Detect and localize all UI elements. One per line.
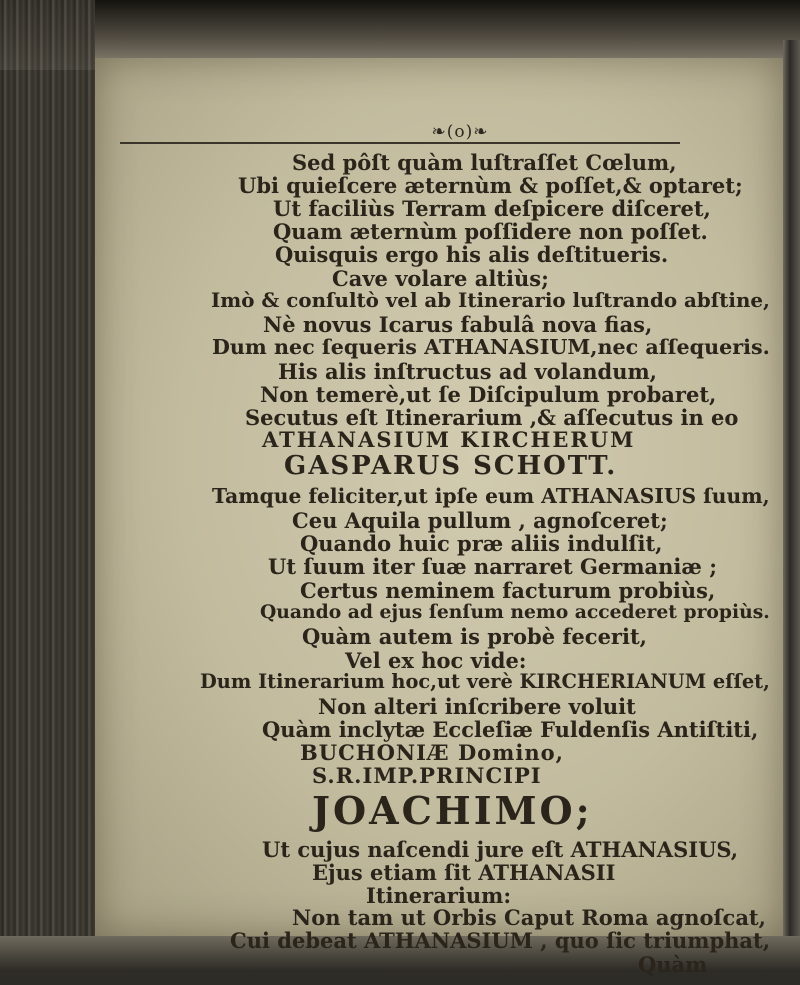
text-line: S.R.IMP.PRINCIPI — [312, 763, 542, 788]
text-line: Non alteri inſcribere voluit — [318, 694, 636, 719]
text-line: Cui debeat ATHANASIUM , quo ſic triumphat, — [230, 928, 771, 953]
text-line: Quàm inclytæ Eccleſiæ Fuldenſis Antiſtiti, — [262, 717, 759, 742]
text-line: Nè novus Icarus fabulâ nova fias, — [263, 312, 653, 337]
text-line: Secutus eſt Itinerarium ,& aſſecutus in eo — [245, 405, 739, 430]
right-page-edge — [783, 40, 800, 985]
text-line: Sed pôſt quàm luſtraſſet Cœlum, — [292, 150, 677, 175]
text-line: Quàm autem is probè fecerit, — [302, 624, 647, 649]
text-line: Certus neminem facturum probiùs, — [300, 578, 716, 603]
text-line: BUCHONIÆ Domino, — [300, 740, 564, 765]
header-ornament: ❧(o)❧ — [431, 122, 489, 142]
book-binding-edge — [0, 0, 95, 985]
text-line: Quisquis ergo his alis deſtitueris. — [275, 242, 669, 267]
text-line: Ut cujus naſcendi jure eſt ATHANASIUS, — [262, 837, 739, 862]
text-line: Quam æternùm poſſidere non poſſet. — [273, 219, 708, 244]
text-line: Ut faciliùs Terram deſpicere diſceret, — [273, 196, 711, 221]
text-line: Non temerè,ut ſe Diſcipulum probaret, — [260, 382, 717, 407]
text-line: Ut ſuum iter ſuæ narraret Germaniæ ; — [268, 554, 717, 579]
header-rule — [120, 142, 680, 144]
catchword: Quàm — [638, 952, 708, 977]
text-line: Itinerarium: — [366, 883, 512, 908]
text-line: His alis inſtructus ad volandum, — [278, 359, 657, 384]
text-line: Cave volare altiùs; — [332, 266, 549, 291]
text-line: Quando huic præ aliis indulſit, — [300, 531, 663, 556]
text-line: Imò & conſultò vel ab Itinerario luſtrando abſtine, — [211, 288, 770, 312]
text-line: Quando ad ejus ſenſum nemo accederet propiùs. — [260, 601, 770, 623]
text-line: Ubi quieſcere æternùm & poſſet,& optaret; — [238, 173, 743, 198]
text-line: Non tam ut Orbis Caput Roma agnoſcat, — [292, 905, 766, 930]
text-line: Dum nec ſequeris ATHANASIUM,nec aſſequeris. — [212, 335, 770, 359]
text-line: Ejus etiam ſit ATHANASII — [312, 860, 616, 885]
text-line: JOACHIMO; — [312, 788, 593, 833]
text-line: Ceu Aquila pullum , agnoſceret; — [292, 508, 668, 533]
text-line: Tamque feliciter,ut ipſe eum ATHANASIUS ſuum, — [212, 484, 770, 508]
text-line: GASPARUS SCHOTT. — [284, 451, 618, 481]
text-line: ATHANASIUM KIRCHERUM — [262, 427, 636, 452]
text-line: Vel ex hoc vide: — [345, 648, 527, 673]
text-line: Dum Itinerarium hoc,ut verè KIRCHERIANUM eſſet, — [200, 670, 770, 693]
